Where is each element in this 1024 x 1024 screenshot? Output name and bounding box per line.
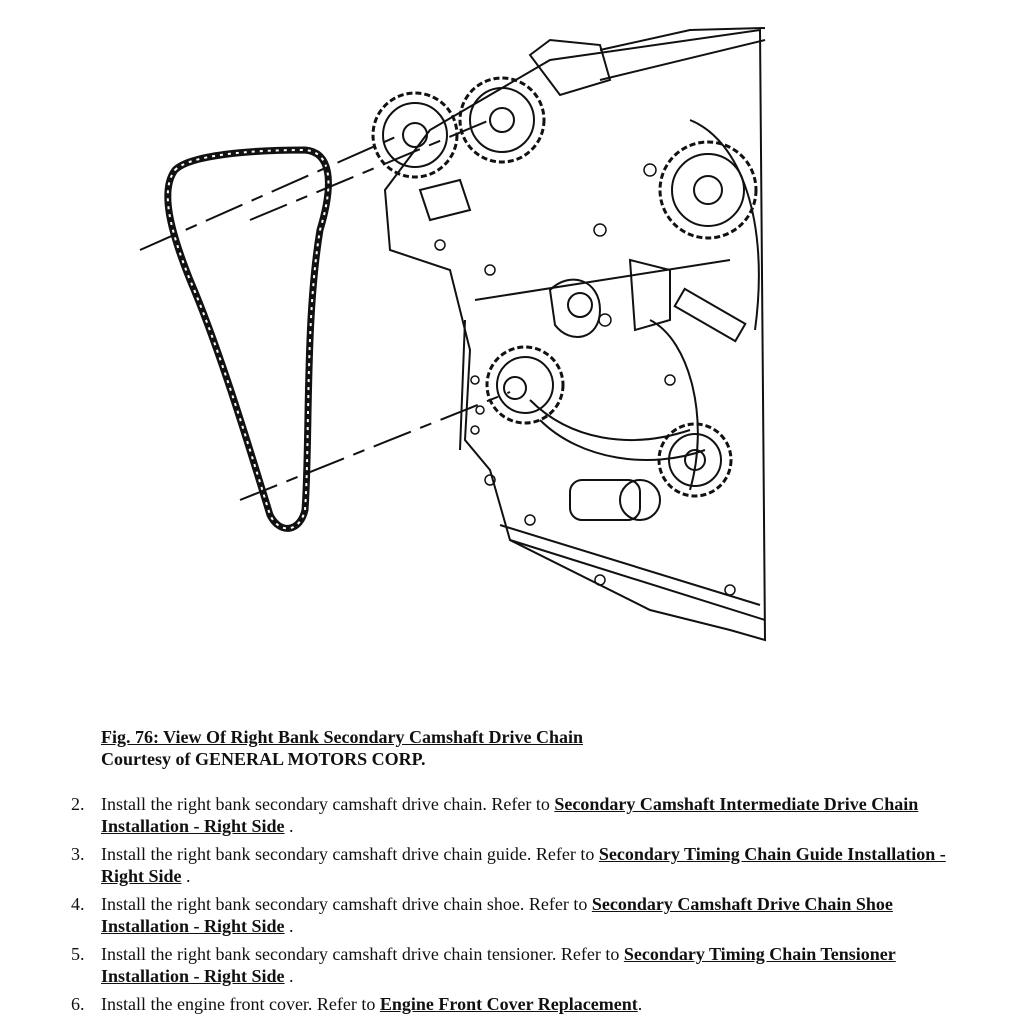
secondary-drive-chain [168,150,329,528]
figure-title: Fig. 76: View Of Right Bank Secondary Camshaft Drive Chain [101,727,584,747]
step-text: Install the right bank secondary camshaft drive chain tensioner. Refer to [101,944,624,964]
step-suffix: . [181,866,191,886]
list-item [66,793,966,837]
figure-credit: Courtesy of GENERAL MOTORS CORP. [101,749,426,769]
step-suffix: . [284,816,294,836]
reference-link[interactable]: Secondary Camshaft Drive Chain Shoe Installation - Right Side [101,894,893,936]
step-suffix: . [637,994,643,1014]
reference-link[interactable]: Secondary Timing Chain Guide Installation - Right Side [101,844,946,886]
step-number: 5. [71,944,85,964]
list-item [66,843,966,887]
step-number: 3. [71,844,85,864]
engine-block [385,28,765,640]
step-number: 2. [71,794,85,814]
list-item [66,893,966,937]
reference-link[interactable]: Engine Front Cover Replacement [379,994,638,1014]
step-suffix: . [284,916,294,936]
figure-caption [101,726,901,770]
intermediate-sprocket [487,347,563,423]
cam-sprocket-far-right [660,142,756,238]
engine-timing-chain-diagram [130,20,780,650]
list-item [66,943,966,987]
cam-sprocket-right [460,78,544,162]
reference-link[interactable]: Secondary Timing Chain Tensioner Installation - Right Side [101,944,896,986]
step-text: Install the right bank secondary camshaft drive chain shoe. Refer to [101,894,592,914]
timing-chain-illustration [130,20,780,650]
reference-link[interactable]: Secondary Camshaft Intermediate Drive Chain Installation - Right Side [101,794,919,836]
step-number: 6. [71,994,85,1014]
step-text: Install the engine front cover. Refer to [101,994,380,1014]
step-suffix: . [284,966,294,986]
step-number: 4. [71,894,85,914]
step-text: Install the right bank secondary camshaft drive chain guide. Refer to [101,844,599,864]
list-item [66,993,966,1015]
procedure-steps [66,793,966,1021]
step-text: Install the right bank secondary camshaft drive chain. Refer to [101,794,555,814]
